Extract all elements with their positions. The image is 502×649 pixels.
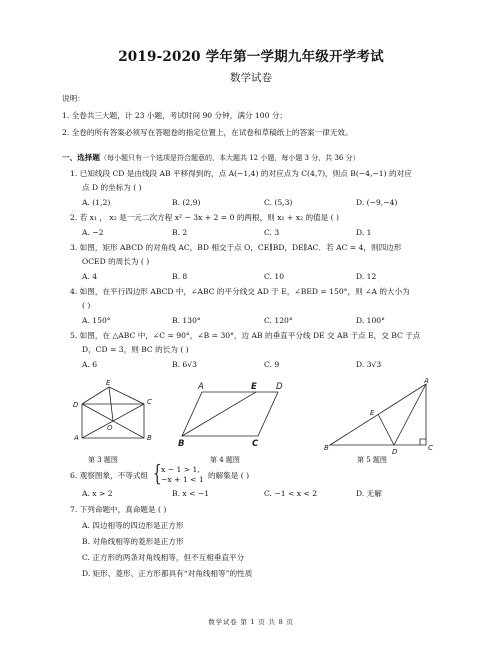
label-a: A [424, 378, 429, 385]
option-b: B. 对角线相等的菱形是正方形 [82, 537, 184, 546]
page-footer: 数学试卷 第 1 页 共 8 页 [208, 618, 294, 626]
right-angle-mark [420, 439, 426, 445]
figure-3-caption: 第 3 题图 [88, 456, 118, 464]
option-d: D. 矩形、菱形、正方形都具有“对角线相等”的性质 [82, 569, 253, 578]
label-b: B [324, 444, 329, 452]
option-c: C. (5,3) [264, 198, 293, 207]
question-3-line-2: OCED 的周长为 ( ) [82, 257, 150, 266]
question-6-suffix: 的解集是 ( ) [208, 471, 250, 480]
bisector-be [182, 392, 256, 436]
option-b: B. 6√3 [172, 360, 197, 369]
question-1-line-1: 1. 已知线段 CD 是由线段 AB 平移得到的，点 A(−1,4) 的对应点为 C(4,7)，则点 B(−4,−1) 的对应 [70, 169, 412, 178]
figure-3-rectangle-diagram [70, 378, 160, 448]
option-a: A. (1,2) [82, 198, 111, 207]
option-b: B. 2 [172, 228, 188, 237]
label-e: E [251, 382, 257, 392]
option-c: C. 10 [264, 272, 285, 281]
label-c: C [428, 444, 433, 452]
perpendicular-bisector-de [378, 414, 394, 445]
question-6-prefix: 6. 观察图象，不等式组 [70, 471, 149, 480]
inequality-line-2: −x + 1 < 1 [161, 475, 204, 484]
segment-ad [394, 384, 426, 445]
label-a: A [74, 434, 79, 442]
option-c: C. −1 < x < 2 [264, 489, 318, 498]
option-a: A. 6 [82, 360, 98, 369]
section-note: （每小题只有一个选项是符合题意的，本大题共 12 小题，每小题 3 分，共 36 分） [99, 154, 360, 162]
option-d: D. 无解 [356, 489, 382, 498]
question-2-line-1: 2. 若 x₁ ， x₂ 是一元二次方程 x² − 3x + 2 = 0 的两根，则 x₁ + x₂ 的值是 ( ) [70, 213, 339, 222]
option-d: D. (−9,−4) [356, 198, 398, 207]
label-d: D [276, 382, 283, 392]
question-4-line-1: 4. 如图，在平行四边形 ABCD 中，∠ABC 的平分线交 AD 于 E，∠BED = 150°，则 ∠A 的大小为 [70, 287, 410, 296]
label-b: B [178, 439, 185, 449]
option-a: A. −2 [82, 228, 104, 237]
page-title: 2019-2020 学年第一学期九年级开学考试 [118, 49, 384, 65]
label-b: B [147, 434, 152, 442]
option-b: B. x < −1 [172, 489, 210, 498]
label-d: D [392, 448, 398, 456]
figure-4-caption: 第 4 题图 [210, 456, 240, 464]
option-c: C. 9 [264, 360, 280, 369]
option-c: C. 120° [264, 316, 293, 325]
option-d: D. 100° [356, 316, 385, 325]
segment-ce [109, 387, 144, 404]
label-c: C [147, 398, 152, 406]
option-d: D. 12 [356, 272, 377, 281]
question-1-line-2: 点 D 的坐标为 ( ) [82, 183, 142, 192]
label-a: A [198, 382, 204, 392]
question-4-line-2: ( ) [82, 301, 91, 310]
segment-de [82, 387, 109, 404]
section-heading [62, 153, 360, 163]
question-7-line-1: 7. 下列命题中，真命题是 ( ) [70, 505, 167, 514]
option-a: A. 四边相等的四边形是正方形 [82, 521, 184, 530]
option-c: C. 3 [264, 228, 280, 237]
option-d: D. 1 [356, 228, 372, 237]
option-a: A. 4 [82, 272, 98, 281]
figure-5-caption: 第 5 题图 [357, 456, 387, 464]
figure-5-triangle-diagram [320, 378, 435, 456]
question-3-line-1: 3. 如图，矩形 ABCD 的对角线 AC，BD 相交于点 O，CE∥BD，DE∥AC．若 AC = 4，则四边形 [70, 243, 402, 252]
option-a: A. 150° [82, 316, 111, 325]
label-o: O [107, 424, 113, 432]
option-a: A. x > 2 [82, 489, 113, 498]
instruction-item: 1. 全卷共三大题，计 23 小题，考试时间 90 分钟，满分 100 分； [62, 111, 288, 120]
section-title: 一、选择题 [62, 153, 100, 162]
inequality-line-1: x − 1 > 1, [161, 465, 200, 474]
question-5-line-1: 5. 如图，在 △ABC 中，∠C = 90°，∠B = 30°，边 AB 的垂直平分线 DE 交 AB 于点 E，交 BC 于点 [70, 331, 421, 340]
label-e: E [370, 409, 375, 417]
option-d: D. 3√3 [356, 360, 382, 369]
option-b: B. (2,9) [172, 198, 201, 207]
option-b: B. 8 [172, 272, 188, 281]
page-subtitle: 数学试卷 [230, 72, 272, 84]
parallelogram-abcd [182, 392, 278, 436]
question-5-line-2: D，CD = 3，则 BC 的长为 ( ) [82, 345, 189, 354]
label-c: C [252, 439, 259, 449]
label-d: D [73, 401, 79, 409]
label-e: E [106, 379, 111, 387]
system-brace: { [153, 462, 162, 487]
figure-4-parallelogram-diagram [172, 378, 292, 450]
instructions-label: 说明： [62, 94, 85, 103]
option-c: C. 正方形的两条对角线相等，但不互相垂直平分 [82, 553, 245, 562]
instruction-item: 2. 全卷的所有答案必须写在答题卷的指定位置上，在试卷和草稿纸上的答案一律无效。 [62, 128, 353, 137]
option-b: B. 130° [172, 316, 201, 325]
